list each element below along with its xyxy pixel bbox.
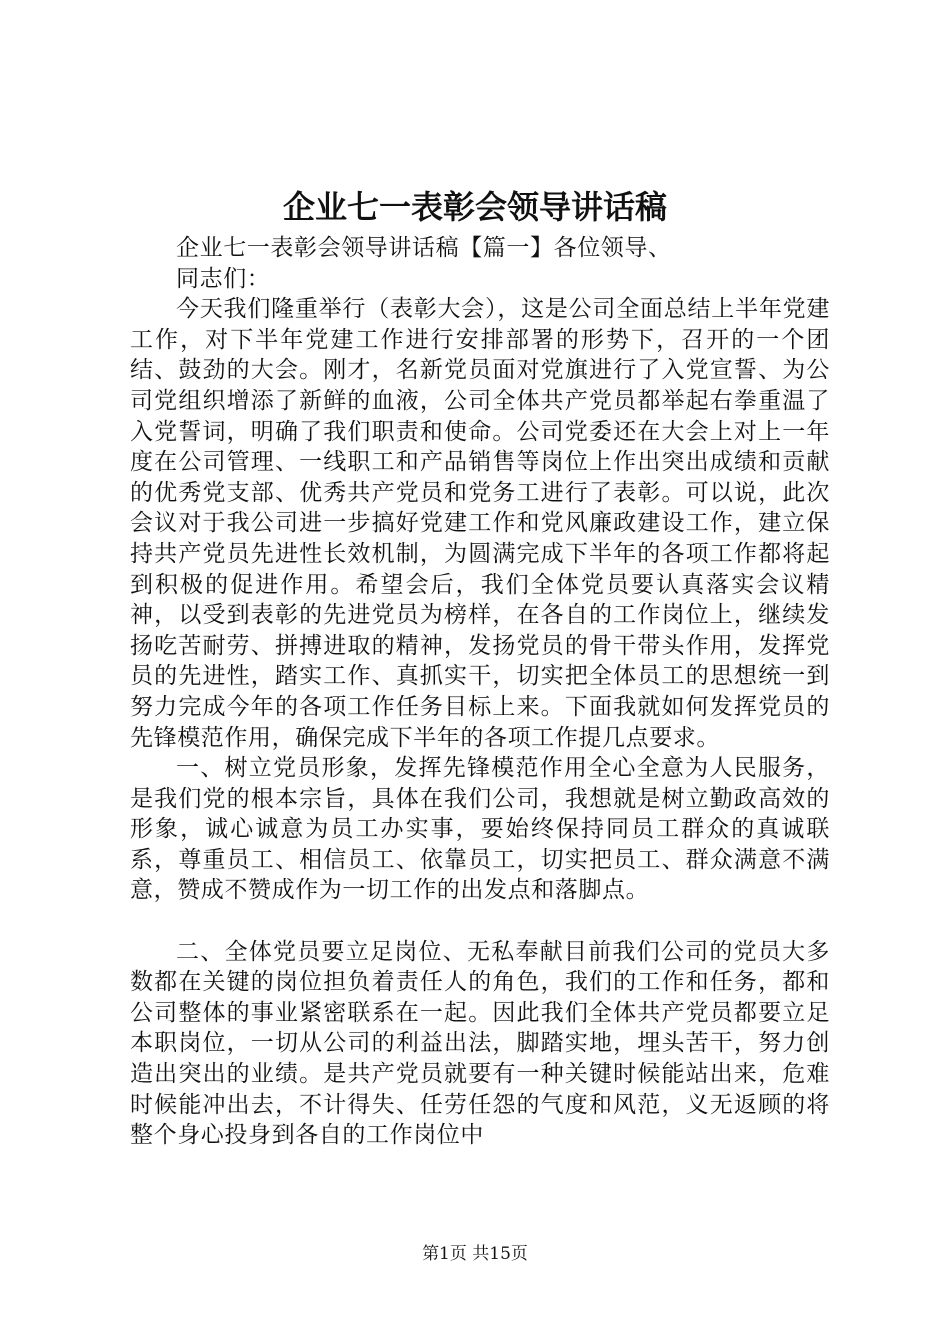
document-body: [130, 233, 830, 1151]
intro-line: 企业七一表彰会领导讲话稿【篇一】各位领导、: [176, 235, 672, 261]
page-number-footer: 第1页 共15页: [422, 1244, 528, 1264]
paragraph-3: 二、全体党员要立足岗位、无私奉献目前我们公司的党员大多数都在关键的岗位担负着责任人的角色，我们的工作和任务，都和公司整体的事业紧密联系在一起。因此我们全体共产党员都要立足本职岗位，一切从公司的利益出法，脚踏实地，埋头苦干，努力创造出突出的业绩。是共产党员就要有一种关键时候能站出来，危难时候能冲出去，不计得失、任劳任怨的气度和风范，义无返顾的将整个身心投身到各自的工作岗位中: [130, 938, 830, 1149]
salutation: 同志们：: [176, 265, 271, 292]
document-title: 企业七一表彰会领导讲话稿: [282, 188, 667, 226]
paragraph-1: 今天我们隆重举行（表彰大会），这是公司全面总结上半年党建工作，对下半年党建工作进行安排部署的形势下，召开的一个团结、鼓劲的大会。刚才，名新党员面对党旗进行了入党宣誓、为公司党组织增添了新鲜的血液，公司全体共产党员都举起右拳重温了入党誓词，明确了我们职责和使命。公司党委还在大会上对上一年度在公司管理、一线职工和产品销售等岗位上作出突出成绩和贡献的优秀党支部、优秀共产党员和党务工进行了表彰。可以说，此次会议对于我公司进一步搞好党建工作和党风廉政建设工作，建立保持共产党员先进性长效机制，为圆满完成下半年的各项工作都将起到积极的促进作用。希望会后，我们全体党员要认真落实会议精神，以受到表彰的先进党员为榜样，在各自的工作岗位上，继续发扬吃苦耐劳、拼搏进取的精神，发扬党员的骨干带头作用，发挥党员的先进性，踏实工作、真抓实干，切实把全体员工的思想统一到努力完成今年的各项工作任务目标上来。下面我就如何发挥党员的先锋模范作用，确保完成下半年的各项工作提几点要求。: [130, 296, 830, 751]
paragraph-2: 一、树立党员形象，发挥先锋模范作用全心全意为人民服务，是我们党的根本宗旨，具体在我们公司，我想就是树立勤政高效的形象，诚心诚意为员工办实事，要始终保持同员工群众的真诚联系，尊重员工、相信员工、依靠员工，切实把员工、群众满意不满意，赞成不赞成作为一切工作的出发点和落脚点。: [130, 755, 830, 904]
